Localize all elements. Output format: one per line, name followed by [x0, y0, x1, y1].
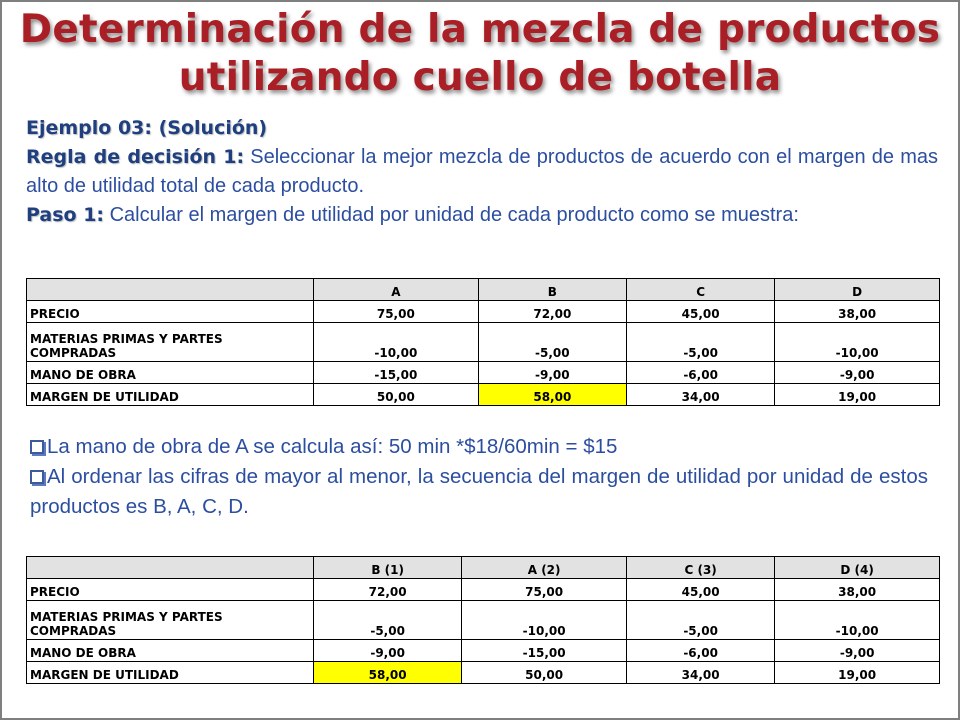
highlighted-max-margin-cell: 58,00 — [478, 384, 626, 406]
bullet-text: La mano de obra de A se calcula así: 50 min *$18/60min = $15 — [47, 435, 618, 458]
rule-text: Seleccionar la mejor mezcla de productos de acuerdo con el margen de mas alto de utilidad total de cada producto. — [26, 146, 938, 197]
table-row — [27, 662, 940, 684]
row-label: MANO DE OBRA — [27, 640, 314, 662]
row-label: MARGEN DE UTILIDAD — [27, 662, 314, 684]
table-row — [27, 323, 940, 362]
table-cell: -5,00 — [478, 323, 626, 362]
square-bullet-icon — [30, 440, 44, 454]
table-row — [27, 384, 940, 406]
title-line-1: Determinación de la mezcla de productos — [19, 7, 941, 52]
table-cell: 34,00 — [626, 662, 774, 684]
table-cell: -10,00 — [775, 601, 940, 640]
decision-rule-paragraph — [26, 143, 938, 201]
table-header-row — [27, 557, 940, 579]
row-label-line-1: MATERIAS PRIMAS Y PARTES — [30, 610, 223, 624]
table-header-cell: D — [775, 279, 940, 301]
table-header-cell: C (3) — [626, 557, 774, 579]
table-cell: 38,00 — [775, 579, 940, 601]
table-header-row — [27, 279, 940, 301]
table-row — [27, 601, 940, 640]
table-cell: -15,00 — [462, 640, 627, 662]
table-cell: -6,00 — [626, 640, 774, 662]
table-cell: -9,00 — [775, 640, 940, 662]
row-label: MARGEN DE UTILIDAD — [27, 384, 314, 406]
row-label-line-2: COMPRADAS — [30, 346, 117, 360]
table-cell: 19,00 — [775, 662, 940, 684]
table-header-cell — [27, 557, 314, 579]
step-text: Calcular el margen de utilidad por unidad de cada producto como se muestra: — [104, 204, 799, 226]
table-cell: -5,00 — [626, 323, 774, 362]
step-paragraph — [26, 201, 938, 230]
table-cell: -5,00 — [314, 601, 462, 640]
list-item — [30, 432, 928, 462]
table-row — [27, 640, 940, 662]
table-row — [27, 579, 940, 601]
row-label — [27, 601, 314, 640]
table-cell: -10,00 — [462, 601, 627, 640]
table-cell: 50,00 — [314, 384, 479, 406]
table-row — [27, 301, 940, 323]
row-label-line-1: MATERIAS PRIMAS Y PARTES — [30, 332, 223, 346]
slide-title — [0, 6, 960, 102]
table-header-cell — [27, 279, 314, 301]
row-label: MANO DE OBRA — [27, 362, 314, 384]
table-header-cell: A — [314, 279, 479, 301]
table-cell: -6,00 — [626, 362, 774, 384]
table-cell: -5,00 — [626, 601, 774, 640]
example-heading: Ejemplo 03: (Solución) — [26, 117, 268, 139]
intro-text — [26, 114, 938, 230]
table-header-cell: C — [626, 279, 774, 301]
table-header-cell: B (1) — [314, 557, 462, 579]
title-line-2: utilizando cuello de botella — [178, 55, 782, 100]
table-header-cell: A (2) — [462, 557, 627, 579]
square-bullet-icon — [30, 470, 44, 484]
bullet-list — [30, 432, 928, 522]
margin-table-original-order — [26, 278, 940, 406]
table-cell: 72,00 — [314, 579, 462, 601]
row-label — [27, 323, 314, 362]
table-cell: 45,00 — [626, 579, 774, 601]
table-cell: -10,00 — [775, 323, 940, 362]
row-label-line-2: COMPRADAS — [30, 624, 117, 638]
table-cell: 34,00 — [626, 384, 774, 406]
rule-label: Regla de decisión 1: — [26, 146, 245, 168]
margin-table-ranked-order — [26, 556, 940, 684]
table-cell: 38,00 — [775, 301, 940, 323]
table-cell: -9,00 — [478, 362, 626, 384]
highlighted-max-margin-cell: 58,00 — [314, 662, 462, 684]
table-row — [27, 362, 940, 384]
table-cell: 50,00 — [462, 662, 627, 684]
row-label: PRECIO — [27, 301, 314, 323]
bullet-text: Al ordenar las cifras de mayor al menor, la secuencia del margen de utilidad por unidad de estos productos es B, A, C, D. — [30, 465, 928, 518]
step-label: Paso 1: — [26, 204, 105, 226]
table-cell: -10,00 — [314, 323, 479, 362]
table-cell: 75,00 — [462, 579, 627, 601]
table-header-cell: B — [478, 279, 626, 301]
table-cell: 75,00 — [314, 301, 479, 323]
table-cell: -9,00 — [775, 362, 940, 384]
table-cell: -15,00 — [314, 362, 479, 384]
table-cell: 45,00 — [626, 301, 774, 323]
table-cell: -9,00 — [314, 640, 462, 662]
table-cell: 72,00 — [478, 301, 626, 323]
list-item — [30, 462, 928, 522]
table-header-cell: D (4) — [775, 557, 940, 579]
row-label: PRECIO — [27, 579, 314, 601]
table-cell: 19,00 — [775, 384, 940, 406]
